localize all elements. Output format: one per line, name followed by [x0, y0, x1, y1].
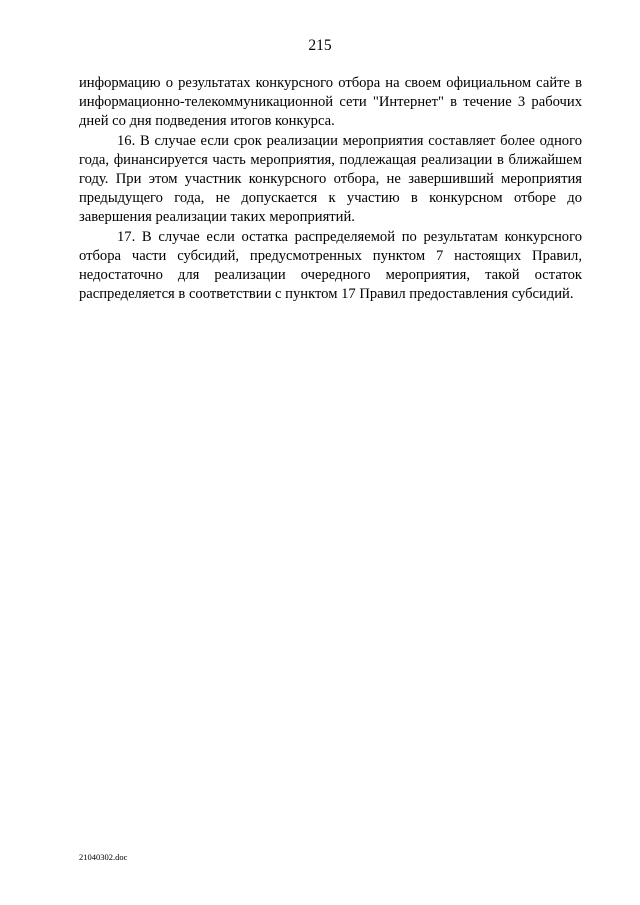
paragraph-16: 16. В случае если срок реализации мероприятия составляет более одного года, финансируется часть мероприятия, подлежащая реализации в ближайшем году. При этом участник конкурсного отбора, не завершивший мероприятия предыдущего года, не допускается к участию в конкурсном отборе до завершения реализации таких мероприятий.	[79, 132, 582, 226]
paragraph-continuation: информацию о результатах конкурсного отбора на своем официальном сайте в информационно-телекоммуникационной сети "Интернет" в течение 3 рабочих дней со дня подведения итогов конкурса.	[79, 75, 582, 130]
paragraph-17: 17. В случае если остатка распределяемой по результатам конкурсного отбора части субсидий, предусмотренных пунктом 7 настоящих Правил, недостаточно для реализации очередного мероприятия, такой остаток распределяется в соответствии с пунктом 17 Правил предоставления субсидий.	[79, 228, 582, 303]
page-number: 215	[308, 37, 332, 54]
footer-filename: 21040302.doc	[79, 852, 128, 862]
document-body	[79, 74, 582, 304]
